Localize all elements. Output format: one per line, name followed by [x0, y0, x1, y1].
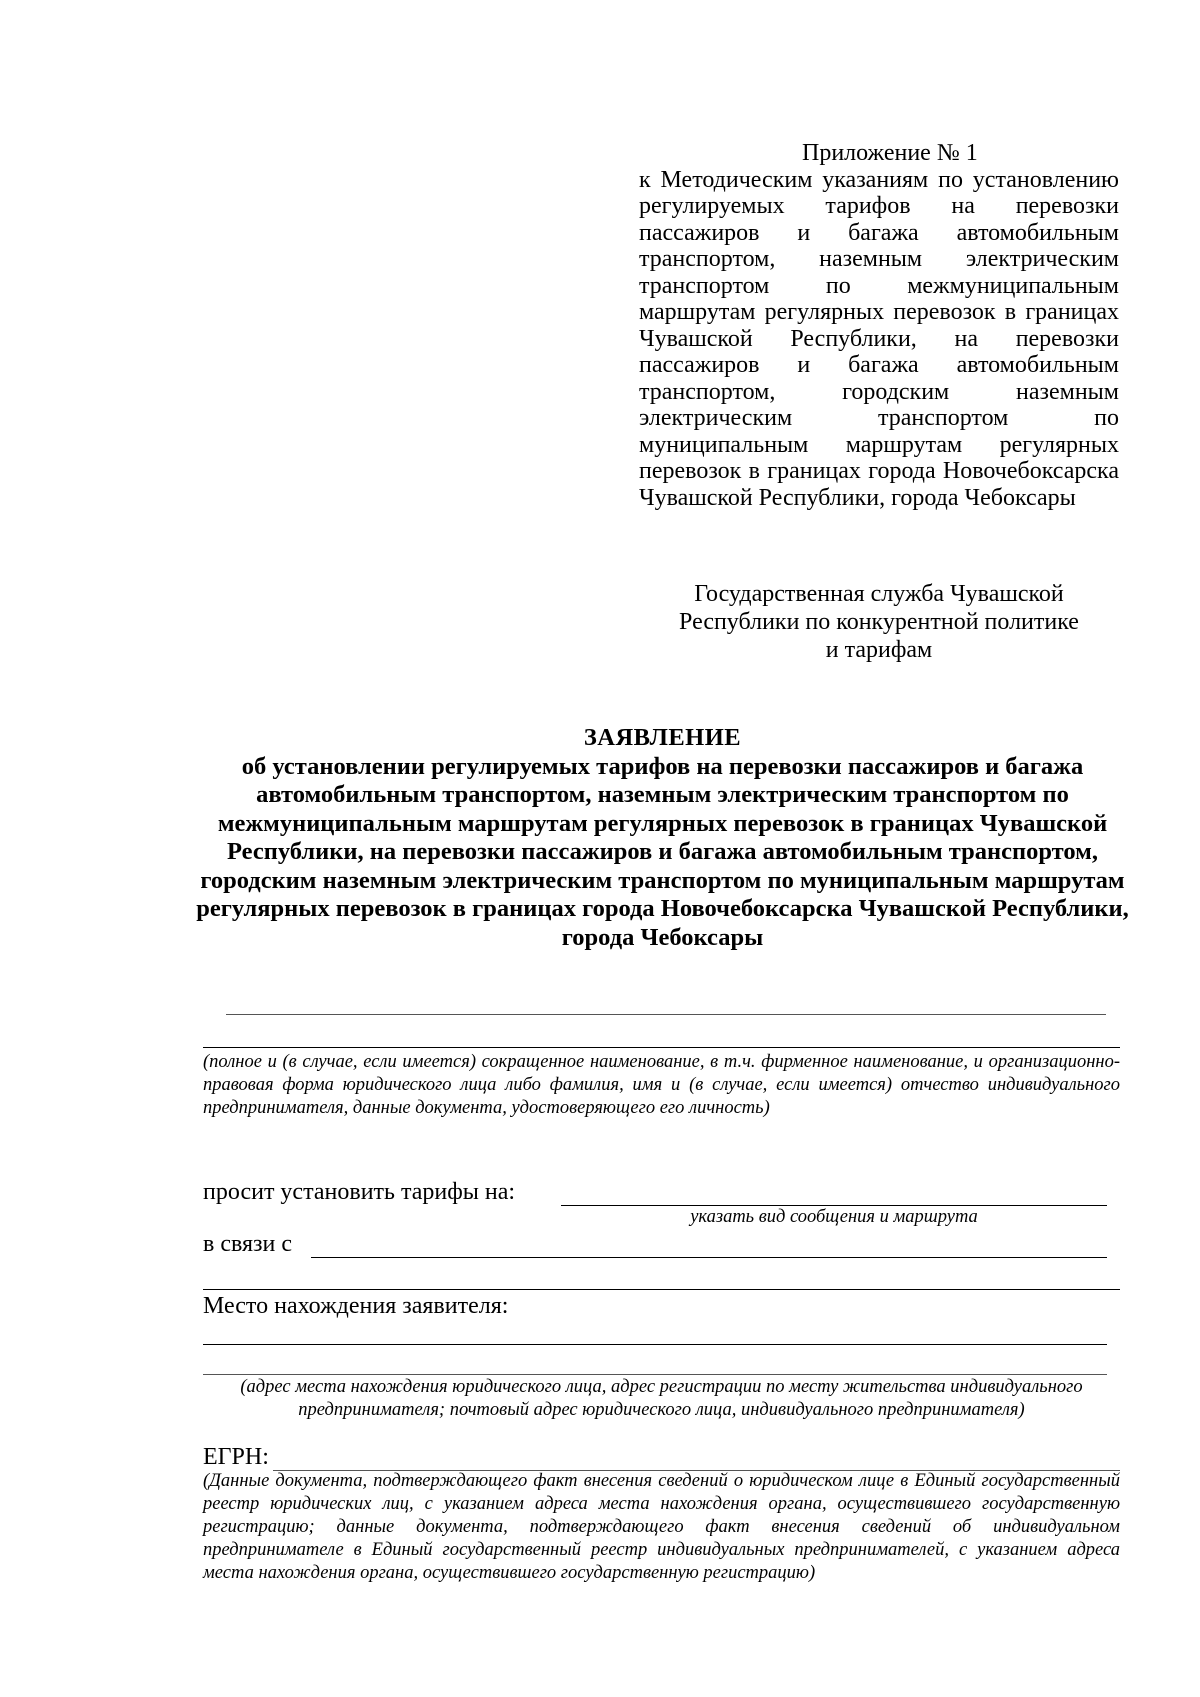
applicant-name-hint: (полное и (в случае, если имеется) сокращенное наименование, в т.ч. фирменное наименование, и организационно-правовая форма юридического лица либо фамилия, имя и (в случае, если имеется) отчество индивидуального предпринимателя, данные документа, удостоверяющего его личность): [203, 1052, 1120, 1118]
appendix-title: Приложение № 1: [802, 140, 978, 166]
egrn-hint: (Данные документа, подтверждающего факт внесения сведений о юридическом лице в Единый государственный реестр юридических лиц, с указанием адреса места нахождения органа, осуществившего государственную регистрацию; данные документа, подтверждающего факт внесения сведений об индивидуальном предпринимателе в Единый государственный реестр индивидуальных предпринимателей, с указанием адреса места нахождения органа, осуществившего государственную регистрацию): [203, 1471, 1120, 1583]
request-label: просит установить тарифы на:: [203, 1179, 516, 1205]
appendix-block: [639, 140, 1119, 511]
recipient-line: Государственная служба Чувашской: [694, 581, 1064, 607]
location-line-2[interactable]: [203, 1374, 1107, 1375]
reason-line-2[interactable]: [203, 1289, 1120, 1290]
application-heading: [195, 724, 1130, 952]
application-subtitle: об установлении регулируемых тарифов на перевозки пассажиров и багажа автомобильным транспортом, наземным электрическим транспортом по межмуниципальным маршрутам регулярных перевозок в границах Чувашской Республики, на перевозки пассажиров и багажа автомобильным транспортом, городским наземным электрическим транспортом по муниципальным маршрутам регулярных перевозок в границах города Новочебоксарска Чувашской Республики, города Чебоксары: [196, 752, 1129, 951]
reason-line[interactable]: [311, 1257, 1107, 1258]
appendix-body: к Методическим указаниям по установлению регулируемых тарифов на перевозки пассажиров и багажа автомобильным транспортом, наземным электрическим транспортом по межмуниципальным маршрутам регулярных перевозок в границах Чувашской Республики, на перевозки пассажиров и багажа автомобильным транспортом, городским наземным электрическим транспортом по муниципальным маршрутам регулярных перевозок в границах города Новочебоксарска Чувашской Республики, города Чебоксары: [639, 166, 1119, 511]
recipient-line: Республики по конкурентной политике: [679, 609, 1079, 635]
request-hint: указать вид сообщения и маршрута: [690, 1207, 978, 1227]
applicant-name-line-1[interactable]: [226, 1014, 1106, 1015]
reason-label: в связи с: [203, 1231, 293, 1257]
location-line-1[interactable]: [203, 1344, 1107, 1345]
application-title: ЗАЯВЛЕНИЕ: [583, 724, 742, 751]
recipient-block: [639, 580, 1119, 664]
egrn-label: ЕГРН:: [203, 1444, 269, 1470]
applicant-name-line-2[interactable]: [203, 1047, 1120, 1048]
location-label: Место нахождения заявителя:: [203, 1293, 509, 1319]
recipient-line: и тарифам: [825, 637, 933, 663]
location-hint: (адрес места нахождения юридического лица, адрес регистрации по месту жительства индивидуального предпринимателя; почтовый адрес юридического лица, индивидуального предпринимателя): [240, 1377, 1083, 1420]
